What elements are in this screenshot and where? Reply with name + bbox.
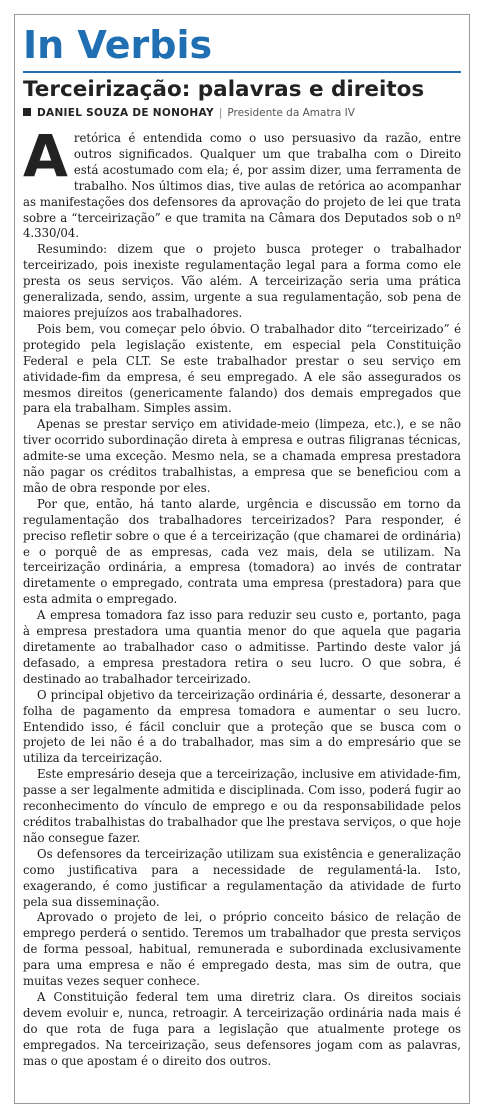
article-body <box>23 122 461 1069</box>
article-paragraph-3: Pois bem, vou começar pelo óbvio. O trabalhador dito “terceirizado” é protegido pela legislação existente, em especial pela Constituição Federal e pela CLT. Se este trabalhador prestar o seu serviço em atividade-fim da empresa, é seu empregado. A ele são assegurados os mesmos direitos (genericamente falando) dos demais empregados que para ela trabalham. Simples assim. <box>23 321 461 416</box>
first-paragraph-text: retórica é entendida como o uso persuasivo da razão, entre outros significados. Qualquer um que trabalha com o Direito está acostumado com ela; é, por assim dizer, uma ferramenta de trabalho. Nos últimos dias, tive aulas de retórica ao acompanhar as manifestações dos defensores da aprovação do projeto de lei que trata sobre a “terceirização” e que tramita na Câmara dos Deputados sob o nº 4.330/04. <box>23 131 461 241</box>
drop-cap: A <box>23 122 68 190</box>
section-divider <box>23 71 461 73</box>
article-paragraph-4: Apenas se prestar serviço em atividade-meio (limpeza, etc.), e se não tiver ocorrido subordinação direta à empresa e outras filigranas técnicas, admite-se uma exceção. Mesmo nela, se a chamada empresa prestadora não pagar os créditos trabalhistas, a empresa que se beneficiou com a mão de obra responde por eles. <box>23 417 461 495</box>
byline-square-icon <box>23 108 31 116</box>
article-paragraph-2: Resumindo: dizem que o projeto busca proteger o trabalhador terceirizado, pois inexiste regulamentação legal para a forma como ele presta os seus serviços. Vão além. A terceirização seria uma prática generalizada, sendo, assim, urgente a sua regulamentação, sob pena de maiores prejuízos aos trabalhadores. <box>23 242 461 320</box>
byline-author: DANIEL SOUZA DE NONOHAY <box>37 107 214 119</box>
article-paragraph-8: Este empresário deseja que a terceirização, inclusive em atividade-fim, passe a ser legalmente admitida e disciplinada. Com isso, poderá fugir ao reconhecimento do vínculo de emprego e ou da responsabilidade pelos créditos trabalhistas do trabalhador que lhe prestava serviços, o que hoje não consegue fazer. <box>23 767 461 845</box>
article-paragraph-5: Por que, então, há tanto alarde, urgência e discussão em torno da regulamentação dos trabalhadores terceirizados? Para responder, é preciso refletir sobre o que é a terceirização (que chamarei de ordinária) e o porquê de as empresas, cada vez mais, dela se utilizam. Na terceirização ordinária, a empresa (tomadora) ao invés de contratar diretamente o empregado, contrata uma empresa (prestadora) para que esta admita o empregado. <box>23 496 461 607</box>
article-paragraph-7: O principal objetivo da terceirização ordinária é, dessarte, desonerar a folha de pagamento da empresa tomadora e aumentar o seu lucro. Entendido isso, é fácil concluir que a proteção que se busca com o projeto de lei não é a do trabalhador, mas sim a do empresário que se utiliza da terceirização. <box>23 687 461 766</box>
article-paragraph-9: Os defensores da terceirização utilizam sua existência e generalização como justificativa para a necessidade de regulamentá-la. Isto, exagerando, é como justificar a regulamentação da atividade de furto pela sua disseminação. <box>23 846 461 909</box>
article-paragraph-11: A Constituição federal tem uma diretriz clara. Os direitos sociais devem evoluir e, nunca, retroagir. A terceirização ordinária nada mais é do que rota de fuga para a legislação que atualmente protege os empregados. Na terceirização, seus defensores jogam com as palavras, mas o que apostam é o direito dos outros. <box>23 989 461 1068</box>
article-paragraph-10: Aprovado o projeto de lei, o próprio conceito básico de relação de emprego perderá o sentido. Teremos um trabalhador que presta serviços de forma pessoal, habitual, remunerada e subordinada exclusivamente para uma empresa e não é empregado desta, mas sim de outra, que muitas vezes sequer conhece. <box>23 910 461 989</box>
section-title: In Verbis <box>23 23 213 67</box>
byline-separator: | <box>218 107 223 119</box>
article-frame <box>14 14 470 1104</box>
article-paragraph-6: A empresa tomadora faz isso para reduzir seu custo e, portanto, paga à empresa prestadora uma quantia menor do que aquela que pagaria diretamente ao trabalhador caso o admitisse. Partindo deste valor já defasado, a empresa prestadora retira o seu lucro. O que sobra, é destinado ao trabalhador terceirizado. <box>23 608 461 686</box>
article-container <box>23 15 461 1103</box>
byline <box>23 105 461 121</box>
article-paragraph-1 <box>23 122 461 242</box>
article-headline: Terceirização: palavras e direitos <box>23 77 425 102</box>
byline-role: Presidente da Amatra IV <box>227 107 355 119</box>
